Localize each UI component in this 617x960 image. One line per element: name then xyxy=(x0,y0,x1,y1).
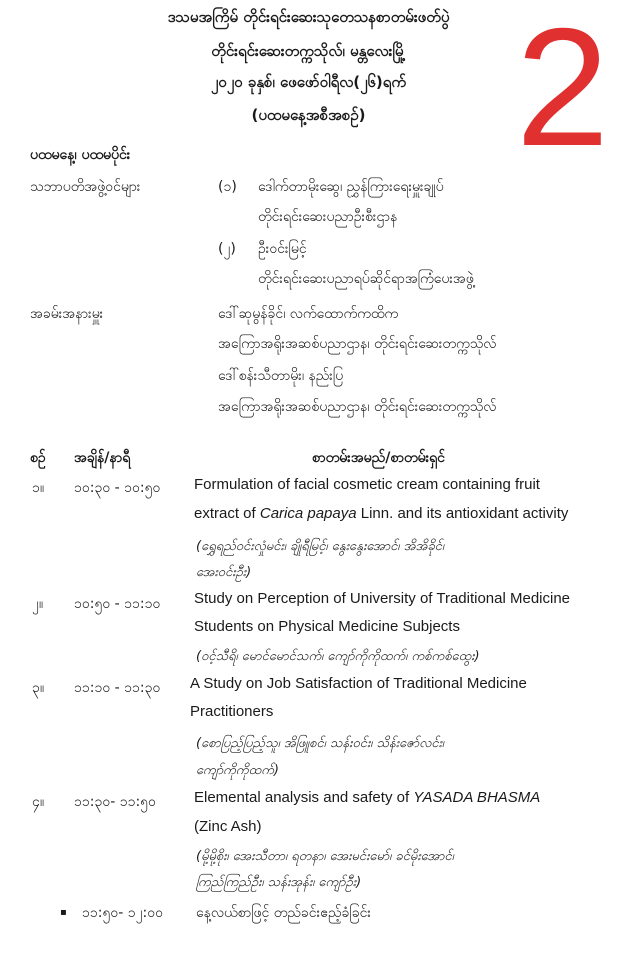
header-line-4: (ပထမနေ့အစီအစဉ်) xyxy=(251,106,366,124)
chair-1-org: တိုင်းရင်းဆေးပညာဦးစီးဌာန xyxy=(258,209,398,225)
bullet-icon: ▪ xyxy=(60,907,67,918)
row-2-authors-line-1: (ဝင့်သီရိ၊ မောင်မောင်သက်၊ ကျော်ကိုကိုထက်၊ ကစ်ကစ်ထွေး) xyxy=(196,649,480,664)
row-1-title-line-1: Formulation of facial cosmetic cream containing fruit xyxy=(194,476,540,493)
header-time: အချိန်/နာရီ xyxy=(74,450,131,466)
chairs-label: သဘာပတိအဖွဲ့ဝင်များ xyxy=(30,179,141,195)
header-line-3: ၂၀၂၀ ခုနှစ်၊ ဖေဖော်ဝါရီလ(၂၆)ရက် xyxy=(210,73,407,91)
chair-2-name: ဦးဝင်းမြင့် xyxy=(258,241,307,257)
species-name: Carica papaya xyxy=(259,505,357,522)
row-1-time: ၁၀:၃၀ - ၁၀:၅၀ xyxy=(74,480,161,496)
session-title: ပထမနေ့၊ ပထမပိုင်း xyxy=(30,147,131,163)
row-3-number: ၃။ xyxy=(32,680,45,696)
rapporteur-line-1: ဒေါ်ဆုမွန်ခိုင်၊ လက်ထောက်ကထိက xyxy=(218,306,399,322)
chair-2-org: တိုင်းရင်းဆေးပညာရပ်ဆိုင်ရာအကြံပေးအဖွဲ့ xyxy=(258,271,474,287)
row-1-authors-line-2: အေးဝင်းဦး) xyxy=(196,565,252,580)
row-2-title-line-2: Students on Physical Medicine Subjects xyxy=(194,618,460,635)
row-4-title-line-2: (Zinc Ash) xyxy=(194,818,262,835)
row-3-time: ၁၁:၁၀ - ၁၁:၃၀ xyxy=(74,680,161,696)
header-line-1: ဒသမအကြိမ် တိုင်းရင်းဆေးသုတေသနစာတမ်းဖတ်ပွဲ xyxy=(167,8,450,26)
row-4-authors-line-2: ကြည်ကြည်ဦး၊ သန်းအုန်း၊ ကျော်ဦး) xyxy=(196,875,362,890)
lunch-text: နေ့လယ်စာဖြင့် တည်ခင်းဧည့်ခံခြင်း xyxy=(196,905,371,921)
rapporteurs-label: အခမ်းအနားမှူး xyxy=(30,306,104,322)
rapporteur-line-3: ဒေါ်စန်းသီတာမိုး၊ နည်းပြ xyxy=(218,368,344,384)
row-4-title-line-1: Elemental analysis and safety of YASADA BHASMA xyxy=(194,789,541,806)
lunch-time: ၁၁:၅၀- ၁၂:၀၀ xyxy=(82,905,163,921)
row-2-time: ၁၀:၅၀ - ၁၁:၁၀ xyxy=(74,596,161,612)
chair-1-name: ဒေါက်တာမိုးဆွေ၊ ညွှန်ကြားရေးမှူးချုပ် xyxy=(258,179,444,195)
row-1-number: ၁။ xyxy=(32,480,45,496)
row-2-title-line-1: Study on Perception of University of Traditional Medicine xyxy=(194,590,571,607)
row-3-authors-line-1: (စောပြည့်ပြည့်သူ၊ အိဖြူစင်၊ သန်းဝင်း၊ သိန်းဇော်လင်း၊ xyxy=(196,736,444,751)
header-no: စဉ် xyxy=(30,450,46,466)
sample-name: YASADA BHASMA xyxy=(413,789,541,806)
row-3-title-line-2: Practitioners xyxy=(190,703,274,720)
header-title: စာတမ်းအမည်/စာတမ်းရှင် xyxy=(312,450,445,466)
rapporteur-line-2: အကြောအရိုးအဆစ်ပညာဌာန၊ တိုင်းရင်းဆေးတက္ကသိုလ် xyxy=(218,336,497,352)
chair-1-number: (၁) xyxy=(218,179,237,195)
row-4-number: ၄။ xyxy=(32,794,45,810)
row-4-authors-line-1: (မို့မို့စိုး၊ အေးသီတာ၊ ရတနာ၊ အေးမင်းမော်၊ ခင်မိုးအောင်၊ xyxy=(196,849,454,864)
row-1-title-line-2: extract of Carica papaya Linn. and its antioxidant activity xyxy=(194,505,569,522)
row-3-authors-line-2: ကျော်ကိုကိုထက်) xyxy=(196,763,279,778)
row-3-title-line-1: A Study on Job Satisfaction of Traditional Medicine xyxy=(190,675,527,692)
rapporteur-line-4: အကြောအရိုးအဆစ်ပညာဌာန၊ တိုင်းရင်းဆေးတက္ကသိုလ် xyxy=(218,399,497,415)
row-4-time: ၁၁:၃၀- ၁၁:၅၀ xyxy=(74,794,156,810)
row-2-number: ၂။ xyxy=(32,596,44,612)
chair-2-number: (၂) xyxy=(218,241,236,257)
row-1-authors-line-1: (ရွှေရည်ဝင်းလှုံမင်း၊ ချိုရီမြင့်၊ နွေးနွေးအောင်၊ အိအိခိုင်၊ xyxy=(196,539,445,554)
page-number: 2 xyxy=(515,0,610,181)
header-line-2: တိုင်းရင်းဆေးတက္ကသိုလ်၊ မန္တလေးမြို့ xyxy=(211,42,406,60)
